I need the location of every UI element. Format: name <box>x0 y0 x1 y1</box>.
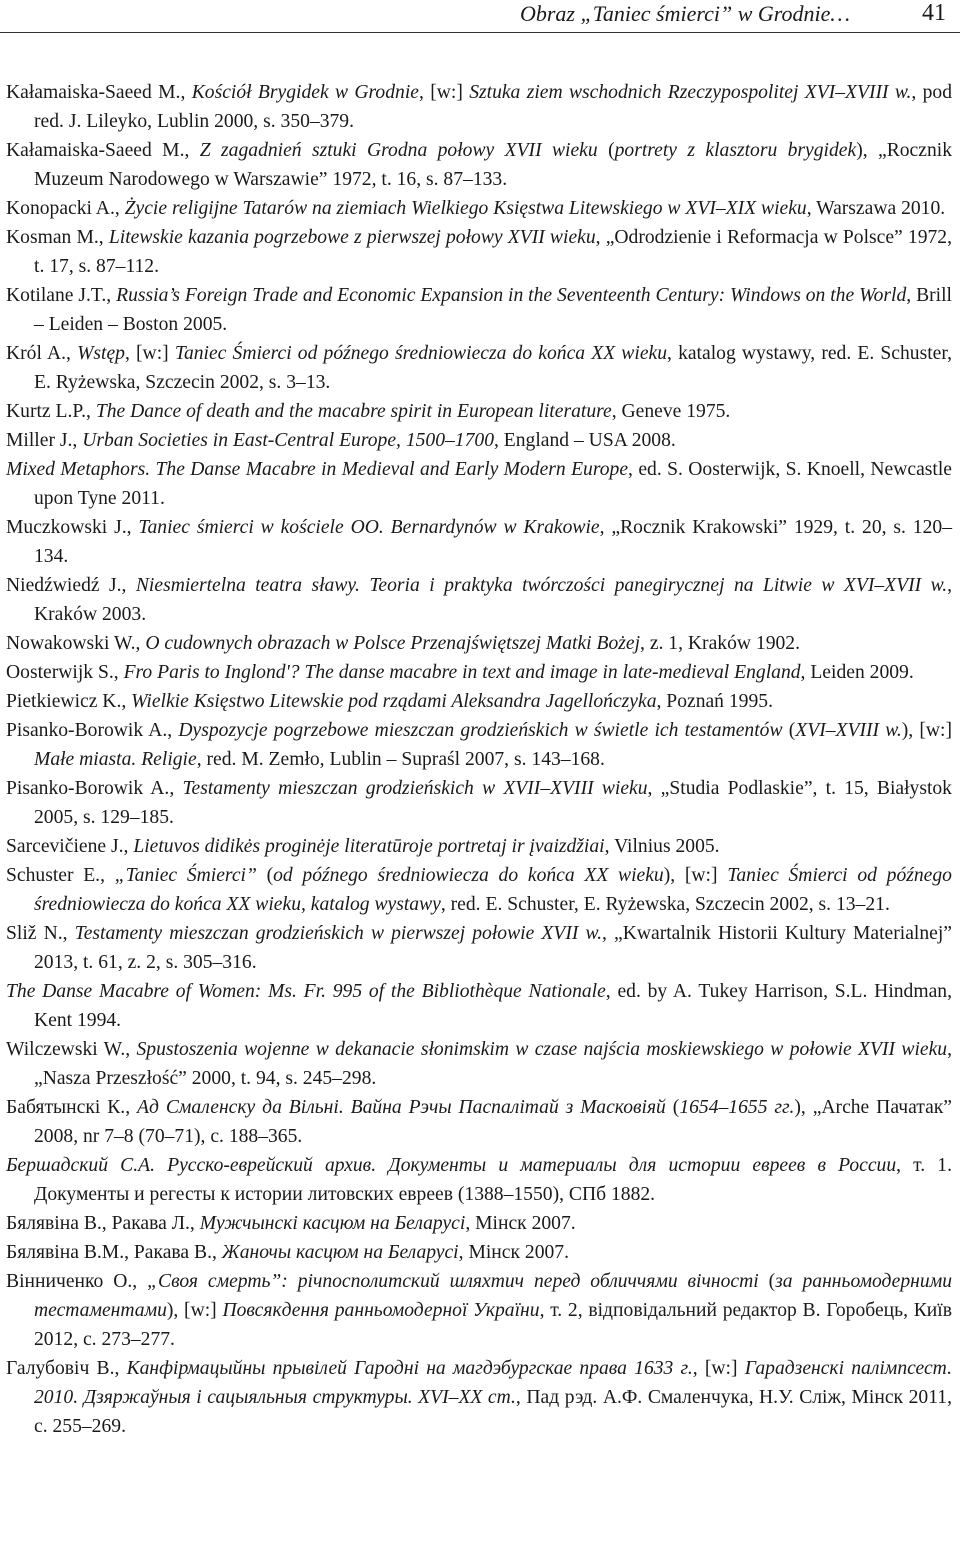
entry-title-text: Testamenty mieszczan grodzieńskich w XVII–XVIII wieku <box>182 778 648 799</box>
entry-text: Król A., <box>6 343 78 364</box>
bibliography-entry <box>6 136 952 194</box>
entry-title-text: „Своя смерть”: річпосполитский шляхтич перед обличчями вічності <box>147 1271 759 1292</box>
entry-title-text: Z zagadnień sztuki Grodna połowy XVII wieku <box>199 140 598 161</box>
entry-title-text: Mixed Metaphors. The Danse Macabre in Medieval and Early Modern Europe <box>6 459 629 480</box>
entry-text: , Brill – Leiden – Boston 2005. <box>34 285 952 335</box>
entry-text: Schuster E., <box>6 865 115 886</box>
bibliography-entry <box>6 281 952 339</box>
entry-text: , „Rocznik Krakowski” 1929, t. 20, s. 120–134. <box>34 517 952 567</box>
entry-text: , Kraków 2003. <box>34 575 952 625</box>
entry-title-text: Повсякдення ранньомодерної України <box>222 1300 540 1321</box>
entry-text: , Vilnius 2005. <box>604 836 720 857</box>
entry-text: Pietkiewicz K., <box>6 691 132 712</box>
entry-text: Sarcevičiene J., <box>6 836 134 857</box>
entry-title-text: Niesmiertelna teatra sławy. Teoria i praktyka twórczości panegirycznej na Litwie w XVI–XVII w. <box>135 575 948 596</box>
entry-text: Вінниченко О., <box>6 1271 148 1292</box>
entry-title-text: Taniec Śmierci od późnego średniowiecza do końca XX wieku, katalog wystawy <box>34 865 952 915</box>
entry-text: Kurtz L.P., <box>6 401 96 422</box>
bibliography-entry <box>6 1267 952 1354</box>
entry-title-text: 1654–1655 гг. <box>679 1097 795 1118</box>
entry-text: ( <box>758 1271 776 1292</box>
entry-title-text: Russia’s Foreign Trade and Economic Expansion in the Seventeenth Century: Windows on the World <box>116 285 907 306</box>
bibliography-entry <box>6 513 952 571</box>
entry-text: , Мінск 2007. <box>458 1242 569 1263</box>
entry-title-text: XVI–XVIII w. <box>795 720 902 741</box>
bibliography-entry <box>6 1238 952 1267</box>
entry-text: Kosman M., <box>6 227 109 248</box>
entry-text: , [w:] <box>124 343 175 364</box>
entry-title-text: Жаночы касцюм на Беларусі <box>221 1242 459 1263</box>
entry-text: , „Odrodzienie i Reformacja w Polsce” 1972, t. 17, s. 87–112. <box>34 227 952 277</box>
entry-text: ), „Rocznik Muzeum Narodowego w Warszawie” 1972, t. 16, s. 87–133. <box>34 140 952 190</box>
entry-text: ( <box>597 140 615 161</box>
entry-title-text: Kościół Brygidek w Grodnie <box>191 82 419 103</box>
entry-text: Бабятынскі К., <box>6 1097 138 1118</box>
entry-text: Галубовіч В., <box>6 1358 127 1379</box>
entry-text: , Leiden 2009. <box>800 662 914 683</box>
bibliography-entry <box>6 397 952 426</box>
entry-text: Sliž N., <box>6 923 75 944</box>
entry-title-text: Sztuka ziem wschodnich Rzeczypospolitej XVI–XVIII w. <box>469 82 912 103</box>
entry-title-text: The Danse Macabre of Women: Ms. Fr. 995 of the Bibliothèque Nationale <box>6 981 606 1002</box>
bibliography-entry <box>6 1354 952 1441</box>
entry-text: , England – USA 2008. <box>494 430 676 451</box>
entry-text: , [w:] <box>692 1358 745 1379</box>
entry-title-text: Testamenty mieszczan grodzieńskich w pierwszej połowie XVII w. <box>74 923 603 944</box>
entry-text: , Мінск 2007. <box>465 1213 576 1234</box>
entry-title-text: Гарадзенскі палімпсест. 2010. Дзяржаўныя і сацыяльныя структуры. XVI–XX ст. <box>34 1358 952 1408</box>
bibliography-entry <box>6 1209 952 1238</box>
entry-text: Бялявіна В.М., Ракава В., <box>6 1242 222 1263</box>
entry-title-text: Spustoszenia wojenne w dekanacie słonimskim w czase najścia moskiewskiego w połowie XVII wieku <box>136 1039 948 1060</box>
entry-text: , „Kwartalnik Historii Kultury Materialnej” 2013, t. 61, z. 2, s. 305–316. <box>34 923 952 973</box>
entry-text: ), [w:] <box>166 1300 223 1321</box>
entry-text: Oosterwijk S., <box>6 662 124 683</box>
entry-text: , т. 1. Документы и регесты к истории литовских евреев (1388–1550), СПб 1882. <box>34 1155 952 1205</box>
entry-text: Niedźwiedź J., <box>6 575 136 596</box>
entry-text: ( <box>256 865 274 886</box>
entry-text: Kałamaiska-Saeed M., <box>6 140 200 161</box>
entry-title-text: Życie religijne Tatarów na ziemiach Wielkiego Księstwa Litewskiego w XVI–XIX wieku <box>124 198 807 219</box>
bibliography-entry <box>6 1035 952 1093</box>
bibliography-entry <box>6 687 952 716</box>
bibliography-entry <box>6 223 952 281</box>
entry-title-text: portrety z klasztoru brygidek <box>614 140 857 161</box>
entry-title-text: Litewskie kazania pogrzebowe z pierwszej połowy XVII wieku <box>108 227 596 248</box>
entry-text: Miller J., <box>6 430 83 451</box>
entry-title-text: Lietuvos didikės proginėje literatūroje portretaj ir įvaizdžiai <box>133 836 605 857</box>
entry-text: , pod red. J. Lileyko, Lublin 2000, s. 350–379. <box>34 82 953 132</box>
entry-text: , red. E. Schuster, E. Ryżewska, Szczecin 2002, s. 13–21. <box>440 894 890 915</box>
bibliography-entry <box>6 339 952 397</box>
entry-text: , katalog wystawy, red. E. Schuster, E. Ryżewska, Szczecin 2002, s. 3–13. <box>34 343 953 393</box>
bibliography-entry <box>6 1151 952 1209</box>
bibliography-entry <box>6 629 952 658</box>
entry-text: Pisanko-Borowik A., <box>6 720 179 741</box>
bibliography-entry <box>6 774 952 832</box>
bibliography-list <box>6 78 952 1441</box>
entry-text: ), „Arche Пачатак” 2008, nr 7–8 (70–71), с. 188–365. <box>34 1097 953 1147</box>
bibliography-entry <box>6 977 952 1035</box>
entry-text: Kotilane J.T., <box>6 285 117 306</box>
entry-text: , z. 1, Kraków 1902. <box>640 633 800 654</box>
entry-title-text: Wstęp <box>77 343 125 364</box>
running-title: Obraz „Taniec śmierci” w Grodnie… <box>519 1 850 26</box>
entry-title-text: „Taniec Śmierci” <box>114 865 257 886</box>
entry-title-text: Ад Смаленску да Вільні. Вайна Рэчы Паспалітай з Масковіяй <box>137 1097 666 1118</box>
entry-text: ), [w:] <box>663 865 728 886</box>
bibliography-entry <box>6 571 952 629</box>
entry-text: ( <box>782 720 796 741</box>
bibliography-entry <box>6 658 952 687</box>
entry-text: , Geneve 1975. <box>611 401 731 422</box>
entry-title-text: Urban Societies in East-Central Europe, 1500–1700 <box>82 430 494 451</box>
bibliography-entry <box>6 919 952 977</box>
entry-title-text: Taniec Śmierci od późnego średniowiecza do końca XX wieku <box>174 343 668 364</box>
entry-text: , Warszawa 2010. <box>806 198 946 219</box>
entry-text: , Пад рэд. А.Ф. Смаленчука, Н.У. Сліж, Мінск 2011, с. 255–269. <box>34 1387 952 1437</box>
entry-text: Nowakowski W., <box>6 633 146 654</box>
page-number: 41 <box>922 0 946 26</box>
entry-text: , red. M. Zemło, Lublin – Supraśl 2007, s. 143–168. <box>196 749 605 770</box>
entry-title-text: Fro Paris to Inglond'? The danse macabre in text and image in late-medieval England <box>123 662 801 683</box>
entry-title-text: Бершадский С.А. Русско-еврейский архив. Документы и материалы для истории евреев в России <box>6 1155 897 1176</box>
entry-title-text: O cudownych obrazach w Polsce Przenajświętszej Matki Bożej <box>145 633 641 654</box>
entry-title-text: Małe miasta. Religie <box>34 749 197 770</box>
entry-text: , ed. S. Oosterwijk, S. Knoell, Newcastle upon Tyne 2011. <box>34 459 952 509</box>
bibliography-entry <box>6 861 952 919</box>
entry-text: Pisanko-Borowik A., <box>6 778 183 799</box>
entry-title-text: od późnego średniowiecza do końca XX wieku <box>273 865 664 886</box>
entry-title-text: Мужчынскі касцюм на Беларусі <box>199 1213 466 1234</box>
entry-title-text: за ранньомодерними тестаментами <box>34 1271 952 1321</box>
entry-text: , [w:] <box>418 82 470 103</box>
entry-text: , т. 2, відповідальний редактор В. Горобець, Київ 2012, с. 273–277. <box>34 1300 952 1350</box>
bibliography-entry <box>6 194 952 223</box>
entry-title-text: Dyspozycje pogrzebowe mieszczan grodzieńskich w świetle ich testamentów <box>178 720 783 741</box>
entry-text: , „Nasza Przeszłość” 2000, t. 94, s. 245–298. <box>34 1039 952 1089</box>
entry-text: , Poznań 1995. <box>656 691 773 712</box>
bibliography-entry <box>6 716 952 774</box>
entry-text: Kałamaiska-Saeed M., <box>6 82 192 103</box>
bibliography-entry <box>6 832 952 861</box>
entry-title-text: Wielkie Księstwo Litewskie pod rządami Aleksandra Jagellończyka <box>131 691 657 712</box>
bibliography-entry <box>6 1093 952 1151</box>
entry-text: , „Studia Podlaskie”, t. 15, Białystok 2005, s. 129–185. <box>34 778 952 828</box>
bibliography-entry <box>6 455 952 513</box>
bibliography-entry <box>6 426 952 455</box>
page-header <box>0 0 960 33</box>
entry-title-text: Канфірмацыйны прывілей Гародні на магдэбургскае права 1633 г. <box>126 1358 693 1379</box>
entry-text: ( <box>665 1097 680 1118</box>
entry-text: Бялявіна В., Ракава Л., <box>6 1213 200 1234</box>
entry-title-text: The Dance of death and the macabre spirit in European literature <box>95 401 612 422</box>
bibliography-entry <box>6 78 952 136</box>
entry-text: Muczkowski J., <box>6 517 139 538</box>
entry-title-text: Taniec śmierci w kościele OO. Bernardynów w Krakowie <box>138 517 600 538</box>
entry-text: Wilczewski W., <box>6 1039 137 1060</box>
entry-text: , ed. by A. Tukey Harrison, S.L. Hindman, Kent 1994. <box>34 981 952 1031</box>
entry-text: Konopacki A., <box>6 198 125 219</box>
entry-text: ), [w:] <box>901 720 952 741</box>
